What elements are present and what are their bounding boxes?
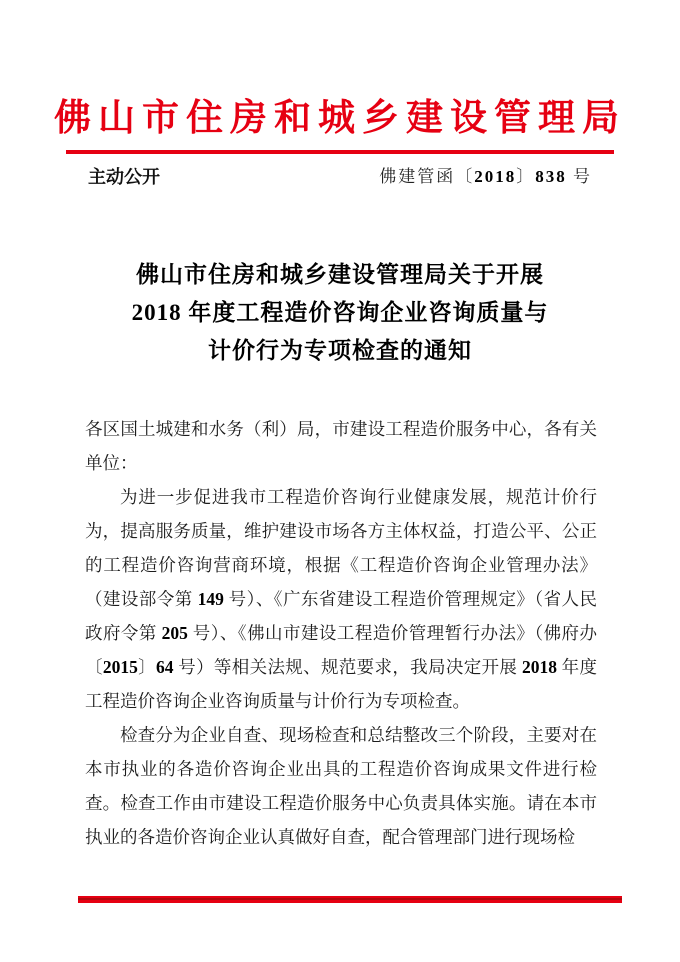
body-paragraph: 为进一步促进我市工程造价咨询行业健康发展，规范计价行为，提高服务质量，维护建设市场各方主体权益，打造公平、公正的工程造价咨询营商环境，根据《工程造价咨询企业管理办法》（建设部令第 149 号）、《广东省建设工程造价管理规定》（省人民政府令第 205 号）、《佛山市建设工程造价管理暂行办法》（佛府办〔2015〕64 号）等相关法规、规范要求，我局决定开展 2018 年度工程造价咨询企业咨询质量与计价行为专项检查。 bbox=[85, 487, 598, 711]
disclosure-label: 主动公开 bbox=[88, 167, 160, 187]
document-title-line: 2018 年度工程造价咨询企业咨询质量与 bbox=[131, 300, 549, 325]
letterhead-red-rule bbox=[66, 150, 614, 154]
document-number: 佛建管函〔2018〕838 号 bbox=[379, 167, 592, 186]
document-title-line: 计价行为专项检查的通知 bbox=[208, 338, 472, 363]
body-paragraph: 各区国土城建和水务（利）局，市建设工程造价服务中心，各有关单位： bbox=[85, 419, 597, 473]
document-body bbox=[85, 412, 597, 854]
document-title-line: 佛山市住房和城乡建设管理局关于开展 bbox=[136, 262, 544, 287]
footer-red-rule bbox=[78, 896, 622, 903]
body-paragraph: 检查分为企业自查、现场检查和总结整改三个阶段，主要对在本市执业的各造价咨询企业出具的工程造价咨询成果文件进行检查。检查工作由市建设工程造价服务中心负责具体实施。请在本市执业的各造价咨询企业认真做好自查，配合管理部门进行现场检 bbox=[85, 725, 597, 847]
letterhead-agency-name: 佛山市住房和城乡建设管理局 bbox=[54, 98, 626, 139]
header-meta-row bbox=[88, 163, 592, 191]
document-title bbox=[40, 256, 640, 370]
